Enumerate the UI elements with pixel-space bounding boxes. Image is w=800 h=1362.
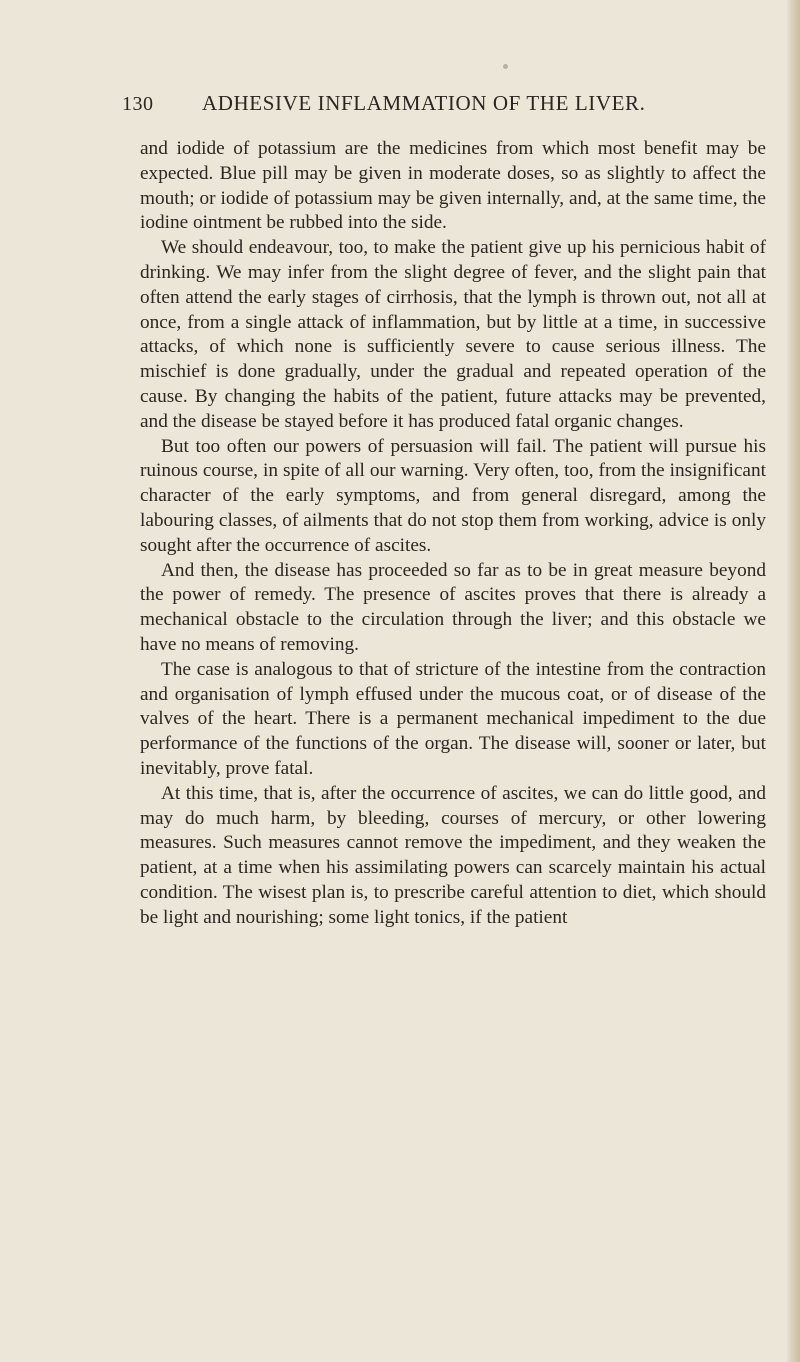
- page-header: [122, 91, 722, 121]
- paragraph-5: The case is analogous to that of stricture of the intestine from the contraction and organisation of lymph effused under the mucous coat, or of disease of the valves of the heart. There is a permanent mechanical impediment to the due performance of the functions of the organ. The disease will, sooner or later, but inevitably, prove fatal.: [140, 658, 766, 779]
- ink-speck: [503, 64, 508, 69]
- paragraph-2: We should endeavour, too, to make the patient give up his pernicious habit of drinking. We may infer from the slight degree of fever, and the slight pain that often attend the early stages of cirrhosis, that the lymph is thrown out, not all at once, from a single attack of inflammation, but by little at a time, in successive attacks, of which none is sufficiently severe to cause serious illness. The mischief is done gradually, under the gradual and repeated operation of the cause. By changing the habits of the patient, future attacks may be prevented, and the disease be stayed before it has produced fatal organic changes.: [140, 237, 766, 432]
- body-text: [140, 137, 766, 931]
- running-title: ADHESIVE INFLAMMATION OF THE LIVER.: [202, 91, 646, 115]
- paragraph-6: At this time, that is, after the occurrence of ascites, we can do little good, and may do much harm, by bleeding, courses of mercury, or other lowering measures. Such measures cannot remove the impediment, and they weaken the patient, at a time when his assimilating powers can scarcely maintain his actual condition. The wisest plan is, to prescribe careful attention to diet, which should be light and nourishing; some light tonics, if the patient: [140, 782, 766, 928]
- page-number: 130: [122, 93, 154, 115]
- paragraph-4: And then, the disease has proceeded so far as to be in great measure beyond the power of remedy. The presence of ascites proves that there is already a mechanical obstacle to the circulation through the liver; and this obstacle we have no means of removing.: [140, 559, 766, 655]
- paragraph-3: But too often our powers of persuasion will fail. The patient will pursue his ruinous course, in spite of all our warning. Very often, too, from the insignificant character of the early symptoms, and from general disregard, among the labouring classes, of ailments that do not stop them from working, advice is only sought after the occurrence of ascites.: [140, 435, 766, 556]
- paragraph-1: and iodide of potassium are the medicines from which most benefit may be expected. Blue pill may be given in moderate doses, so as slightly to affect the mouth; or iodide of potassium may be given internally, and, at the same time, the iodine ointment be rubbed into the side.: [140, 138, 766, 234]
- page-edge-shadow: [786, 0, 800, 1362]
